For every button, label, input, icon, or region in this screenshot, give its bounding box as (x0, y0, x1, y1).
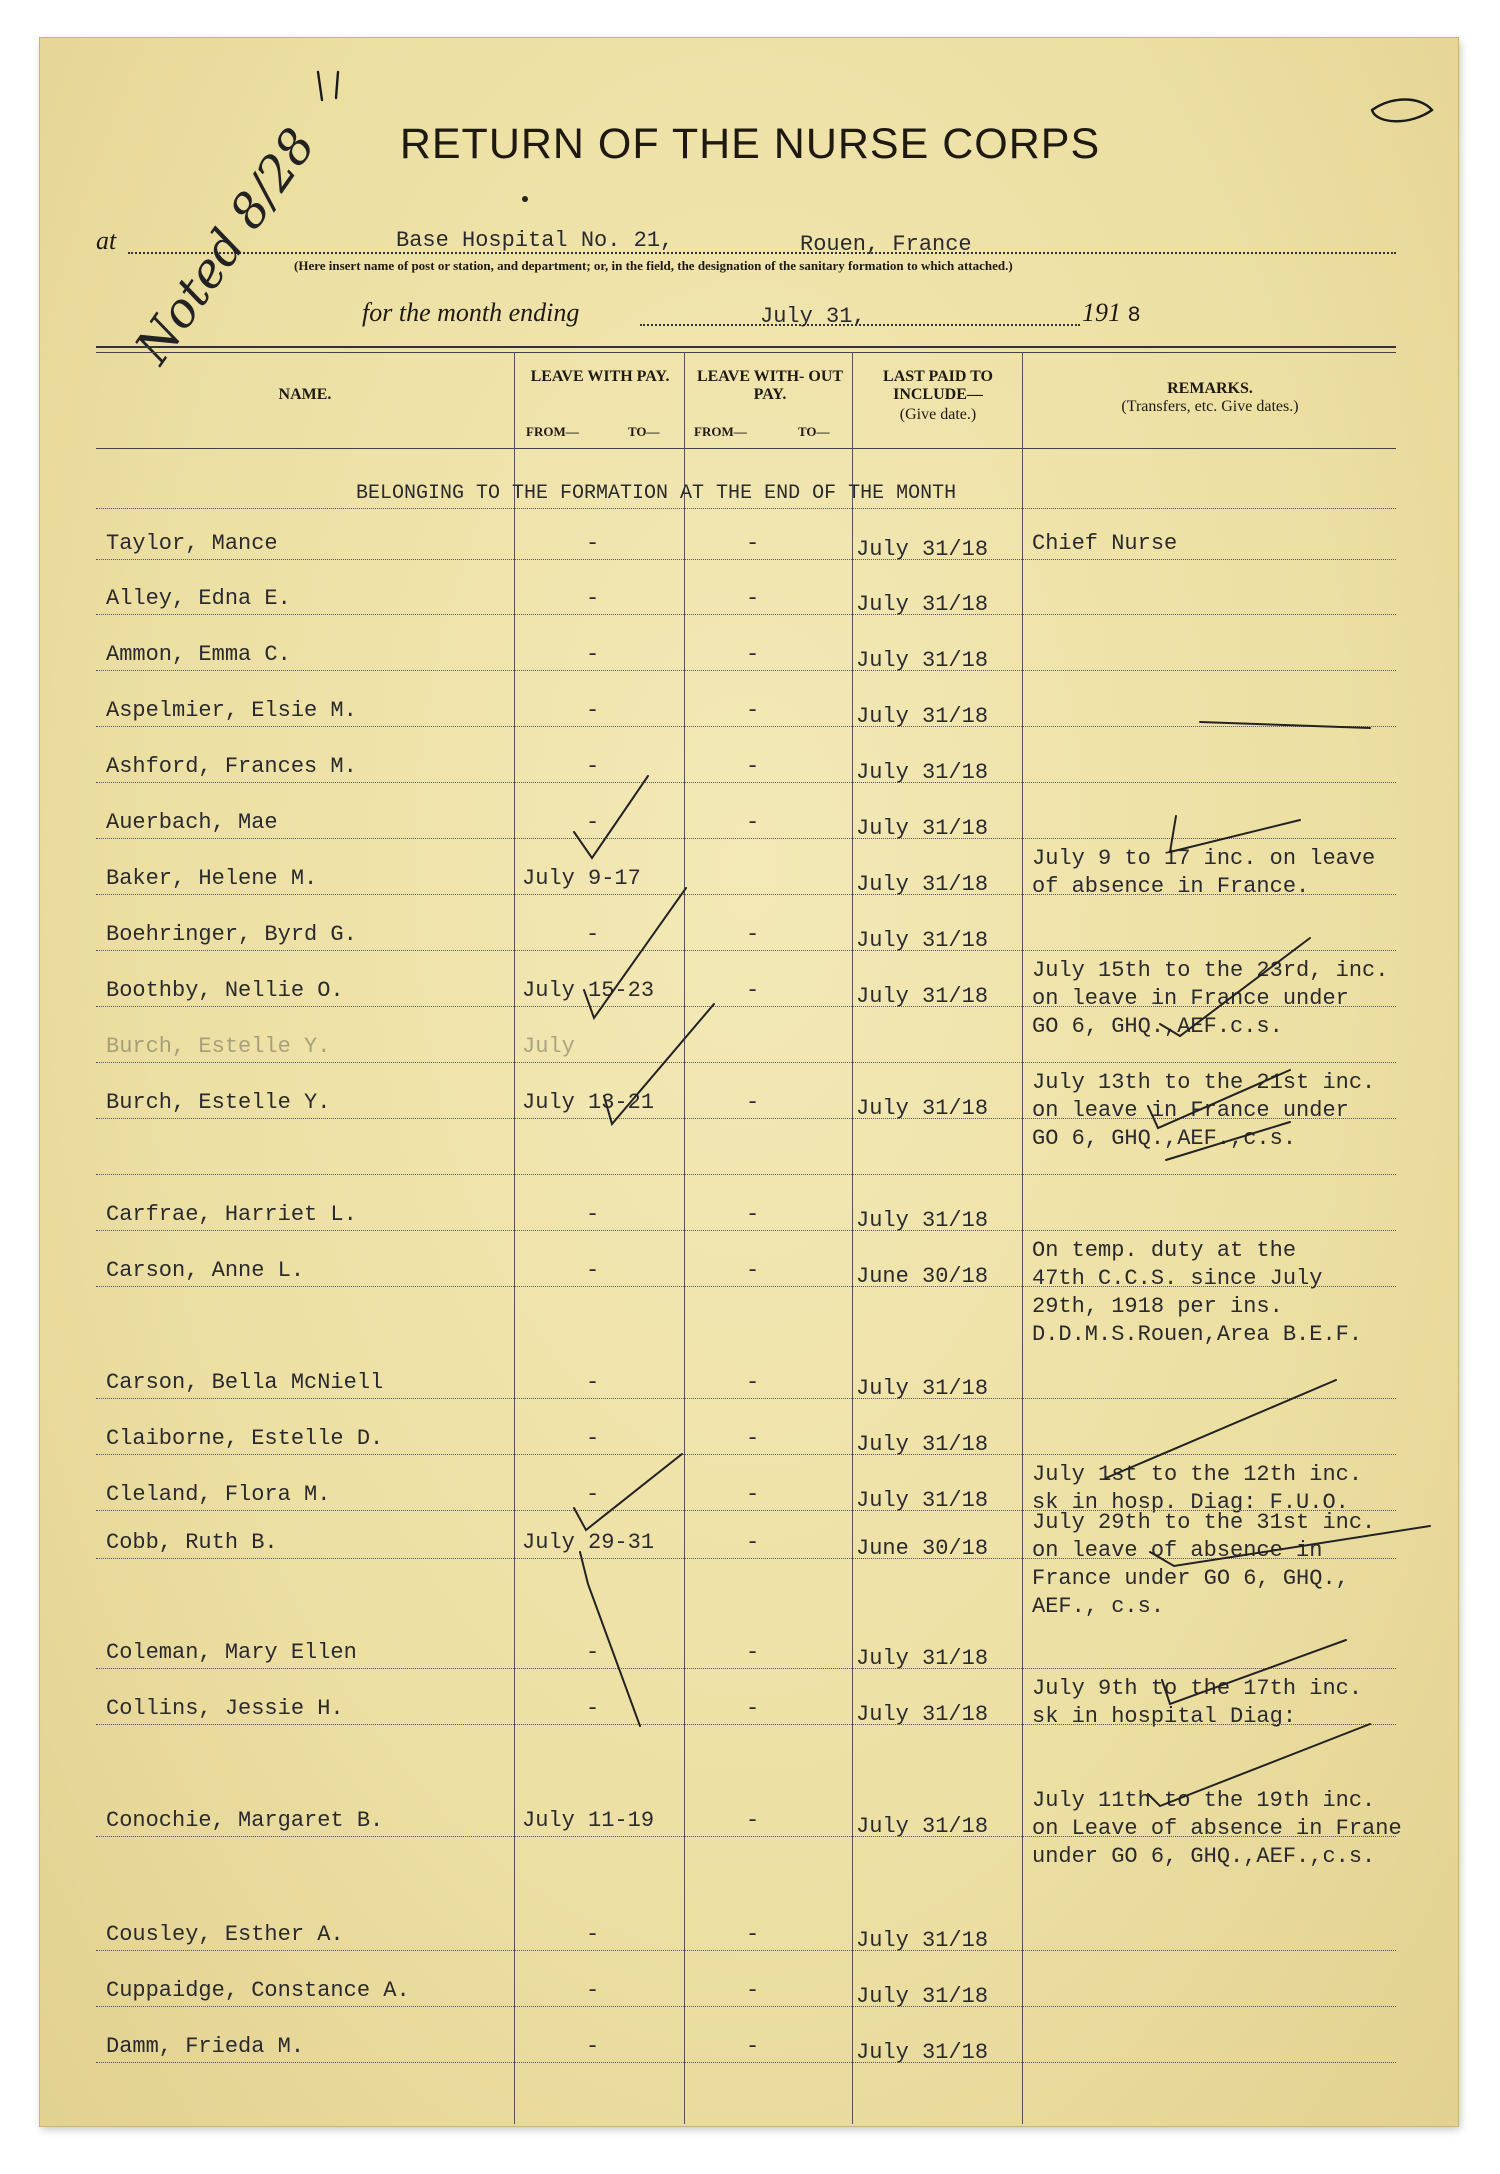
nurse-name: Aspelmier, Elsie M. (106, 698, 357, 723)
leave-without-pay-cell: - (746, 531, 760, 556)
with-pay-to: TO— (628, 424, 660, 439)
check-mark (1160, 938, 1310, 1036)
nurse-name: Carfrae, Harriet L. (106, 1202, 357, 1227)
leave-without-pay-cell: - (746, 1426, 760, 1451)
leave-with-pay-cell: - (586, 810, 600, 835)
leave-with-pay-cell: July 13-21 (522, 1090, 655, 1115)
leave-with-pay-cell: - (586, 754, 600, 779)
leave-with-pay-cell: - (586, 1978, 600, 2003)
leave-with-pay-cell: - (586, 922, 600, 947)
leave-without-pay-cell: - (746, 1808, 760, 1833)
leave-with-pay-cell: - (586, 1370, 600, 1395)
last-paid-cell: July 31/18 (856, 816, 989, 841)
leave-with-pay-cell: - (586, 1426, 600, 1451)
leave-with-pay-cell: July (522, 1034, 575, 1059)
leave-without-pay-cell: - (746, 1258, 760, 1283)
last-paid-cell: July 31/18 (856, 1814, 989, 1839)
remarks-line: AEF., c.s. (1032, 1594, 1165, 1619)
check-mark (1106, 1380, 1336, 1478)
last-paid-cell: July 31/18 (856, 1096, 989, 1121)
leave-with-pay-cell: - (586, 1922, 600, 1947)
col-header-last-paid: LAST PAID TO INCLUDE— (883, 368, 993, 403)
last-paid-cell: July 31/18 (856, 1208, 989, 1233)
last-paid-cell: July 31/18 (856, 704, 989, 729)
leave-with-pay-cell: - (586, 1482, 600, 1507)
leave-without-pay-cell: - (746, 1530, 760, 1555)
remarks-line: on Leave of absence in Frane (1032, 1816, 1402, 1841)
leave-with-pay-cell: - (586, 642, 600, 667)
nurse-name: Cleland, Flora M. (106, 1482, 331, 1507)
remarks-line: On temp. duty at the (1032, 1238, 1297, 1263)
nurse-name: Carson, Bella McNiell (106, 1370, 384, 1395)
leave-with-pay-cell: - (586, 1258, 600, 1283)
col-header-remarks-note: (Transfers, etc. Give dates.) (1121, 398, 1299, 415)
remarks-line: sk in hospital Diag: (1032, 1704, 1297, 1729)
leave-without-pay-cell: - (746, 978, 760, 1003)
col-header-last-paid-note: (Give date.) (899, 406, 977, 423)
nurse-name: Alley, Edna E. (106, 586, 291, 611)
leave-without-pay-cell: - (746, 2034, 760, 2059)
last-paid-cell: July 31/18 (856, 1432, 989, 1457)
station-note: (Here insert name of post or station, and department; or, in the field, the designation of the sanitary formation to which attached.) (294, 258, 1013, 273)
nurse-name: Cobb, Ruth B. (106, 1530, 278, 1555)
nurse-name: Carson, Anne L. (106, 1258, 305, 1283)
year-suffix: 8 (1127, 303, 1141, 328)
station-city: Rouen, France (800, 232, 972, 257)
nurse-name: Ashford, Frances M. (106, 754, 357, 779)
last-paid-cell: July 31/18 (856, 1376, 989, 1401)
nurse-name: Coleman, Mary Ellen (106, 1640, 357, 1665)
nurse-name: Collins, Jessie H. (106, 1696, 344, 1721)
remarks-line: Chief Nurse (1032, 531, 1178, 556)
remarks-line: 29th, 1918 per ins. (1032, 1294, 1283, 1319)
last-paid-cell: June 30/18 (856, 1536, 989, 1561)
year-prefix: 191 8 (1082, 298, 1141, 328)
last-paid-cell: June 30/18 (856, 1264, 989, 1289)
leave-without-pay-cell: - (746, 1696, 760, 1721)
nurse-name: Damm, Frieda M. (106, 2034, 305, 2059)
leave-without-pay-cell: - (746, 698, 760, 723)
remarks-line: July 29th to the 31st inc. (1032, 1510, 1376, 1535)
leave-with-pay-cell: - (586, 586, 600, 611)
remarks-line: on leave in France under (1032, 1098, 1349, 1123)
leave-without-pay-cell: - (746, 1978, 760, 2003)
check-mark (1170, 816, 1300, 852)
nurse-name: Taylor, Mance (106, 531, 278, 556)
check-mark (574, 1454, 682, 1530)
section-heading: BELONGING TO THE FORMATION AT THE END OF THE MONTH (356, 482, 957, 505)
leave-with-pay-cell: - (586, 2034, 600, 2059)
leave-without-pay-cell: - (746, 1482, 760, 1507)
remarks-line: France under GO 6, GHQ., (1032, 1566, 1349, 1591)
nurse-name: Baker, Helene M. (106, 866, 318, 891)
remarks-line: under GO 6, GHQ.,AEF.,c.s. (1032, 1844, 1376, 1869)
remarks-line: July 1st to the 12th inc. (1032, 1462, 1363, 1487)
last-paid-cell: July 31/18 (856, 928, 989, 953)
nurse-name: Claiborne, Estelle D. (106, 1426, 384, 1451)
check-mark (574, 776, 648, 858)
leave-with-pay-cell: - (586, 1202, 600, 1227)
remarks-line: July 9th to the 17th inc. (1032, 1676, 1363, 1701)
leave-with-pay-cell: July 15-23 (522, 978, 655, 1003)
last-paid-cell: July 31/18 (856, 648, 989, 673)
without-pay-to: TO— (798, 424, 830, 439)
leave-without-pay-cell: - (746, 810, 760, 835)
col-header-remarks: REMARKS. (1167, 380, 1253, 397)
nurse-name: Ammon, Emma C. (106, 642, 291, 667)
check-mark (1148, 1070, 1290, 1128)
check-mark (1166, 1122, 1290, 1160)
remarks-line: July 11th to the 19th inc. (1032, 1788, 1376, 1813)
remarks-line: sk in hosp. Diag: F.U.O. (1032, 1490, 1349, 1515)
leave-with-pay-cell: - (586, 698, 600, 723)
col-header-leave-without-pay: LEAVE WITH- OUT PAY. (696, 368, 844, 403)
remarks-line: of absence in France. (1032, 874, 1310, 899)
leave-with-pay-cell: July 9-17 (522, 866, 641, 891)
margin-note-text: Noted 8/28 (124, 118, 327, 374)
last-paid-cell: July 31/18 (856, 2040, 989, 2065)
leave-without-pay-cell: - (746, 586, 760, 611)
month-value: July 31, (760, 304, 866, 329)
last-paid-cell: July 31/18 (856, 760, 989, 785)
remarks-line: GO 6, GHQ.,AEF.c.s. (1032, 1014, 1283, 1039)
without-pay-from: FROM— (694, 424, 747, 439)
col-header-leave-with-pay: LEAVE WITH PAY. (530, 368, 670, 385)
remarks-line: on leave in France under (1032, 986, 1349, 1011)
ink-tick (318, 72, 338, 100)
check-mark (584, 888, 686, 1018)
leave-without-pay-cell: - (746, 1202, 760, 1227)
leave-with-pay-cell: - (586, 1640, 600, 1665)
last-paid-cell: July 31/18 (856, 1984, 989, 2009)
leave-without-pay-cell: - (746, 1090, 760, 1115)
last-paid-cell: July 31/18 (856, 872, 989, 897)
leave-with-pay-cell: July 29-31 (522, 1530, 655, 1555)
leave-without-pay-cell: - (746, 642, 760, 667)
check-mark (580, 1552, 640, 1726)
remarks-line: GO 6, GHQ.,AEF.,c.s. (1032, 1126, 1297, 1151)
remarks-line: July 9 to 17 inc. on leave (1032, 846, 1376, 871)
nurse-name: Boothby, Nellie O. (106, 978, 344, 1003)
month-label: for the month ending (362, 298, 580, 327)
nurse-name: Cousley, Esther A. (106, 1922, 344, 1947)
leave-without-pay-cell: - (746, 922, 760, 947)
form-title: RETURN OF THE NURSE CORPS (399, 120, 1101, 168)
leave-with-pay-cell: - (586, 1696, 600, 1721)
remarks-line: D.D.M.S.Rouen,Area B.E.F. (1032, 1322, 1363, 1347)
leave-with-pay-cell: - (586, 531, 600, 556)
at-label: at (96, 226, 117, 255)
leave-without-pay-cell: - (746, 1640, 760, 1665)
check-mark (1150, 1526, 1430, 1566)
with-pay-from: FROM— (526, 424, 579, 439)
remarks-line: July 13th to the 21st inc. (1032, 1070, 1376, 1095)
last-paid-cell: July 31/18 (856, 537, 989, 562)
check-mark (1200, 722, 1370, 728)
nurse-name: Burch, Estelle Y. (106, 1090, 331, 1115)
leave-without-pay-cell: - (746, 1922, 760, 1947)
leave-without-pay-cell: - (746, 754, 760, 779)
last-paid-cell: July 31/18 (856, 1488, 989, 1513)
check-mark (604, 1004, 714, 1124)
station-name: Base Hospital No. 21, (396, 228, 674, 253)
col-header-name: NAME. (278, 386, 332, 403)
last-paid-cell: July 31/18 (856, 984, 989, 1009)
leave-without-pay-cell: - (746, 1370, 760, 1395)
nurse-name: Cuppaidge, Constance A. (106, 1978, 410, 2003)
check-mark (1148, 1724, 1370, 1806)
last-paid-cell: July 31/18 (856, 1928, 989, 1953)
leave-with-pay-cell: July 11-19 (522, 1808, 655, 1833)
remarks-line: 47th C.C.S. since July (1032, 1266, 1323, 1291)
nurse-name: Boehringer, Byrd G. (106, 922, 357, 947)
remarks-line: on leave of absence in (1032, 1538, 1323, 1563)
nurse-name: Burch, Estelle Y. (106, 1034, 331, 1059)
nurse-name: Conochie, Margaret B. (106, 1808, 384, 1833)
last-paid-cell: July 31/18 (856, 592, 989, 617)
nurse-name: Auerbach, Mae (106, 810, 278, 835)
check-mark (1162, 1640, 1346, 1704)
remarks-line: July 15th to the 23rd, inc. (1032, 958, 1389, 983)
last-paid-cell: July 31/18 (856, 1646, 989, 1671)
last-paid-cell: July 31/18 (856, 1702, 989, 1727)
corner-mark (1372, 100, 1432, 122)
